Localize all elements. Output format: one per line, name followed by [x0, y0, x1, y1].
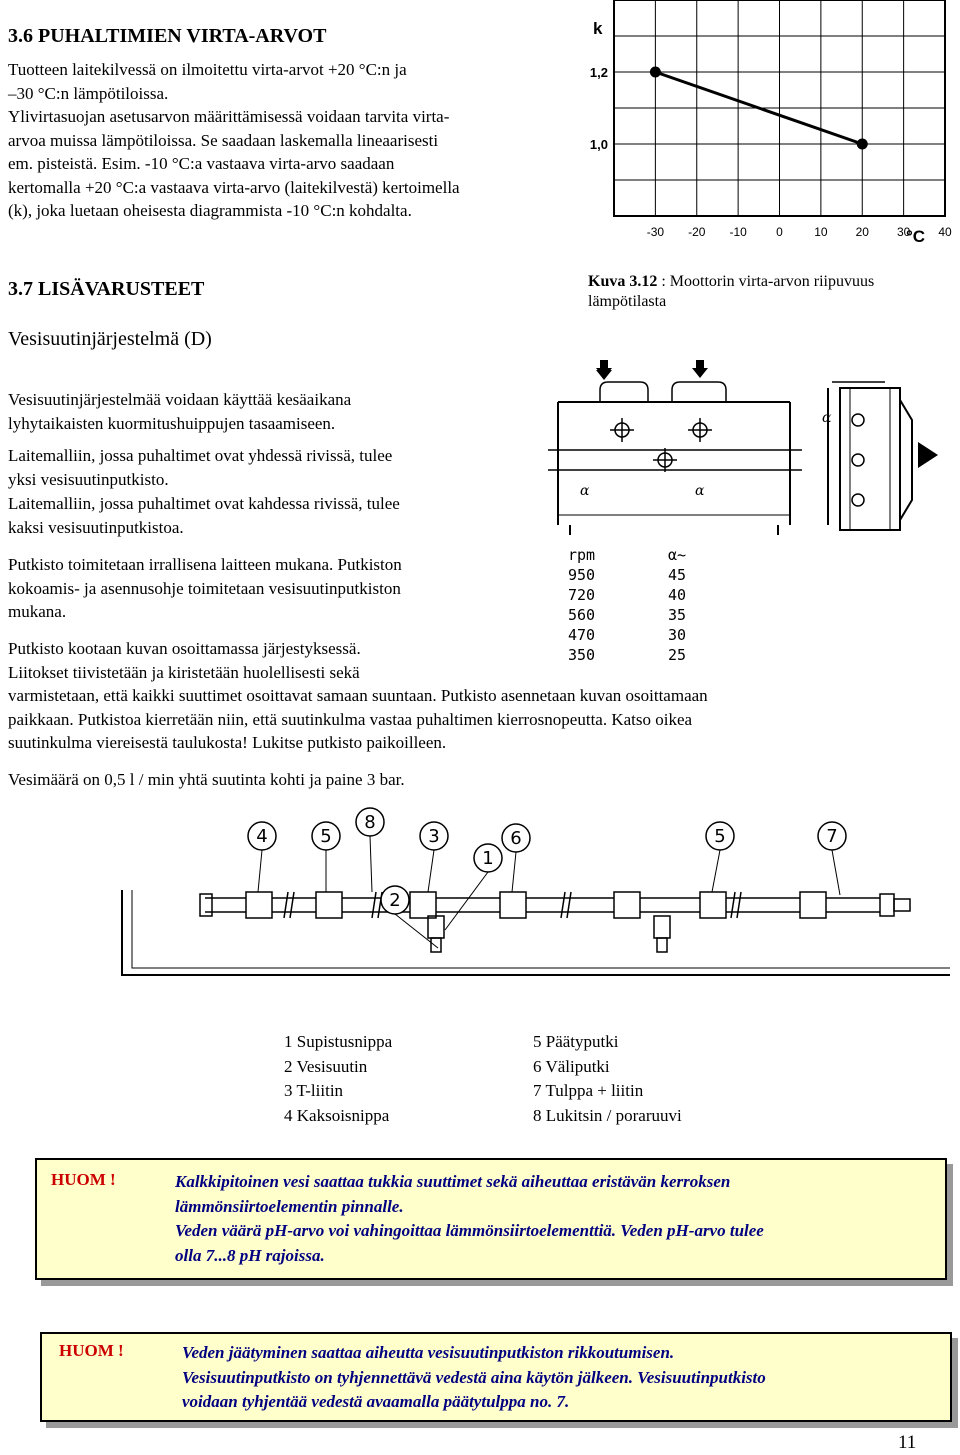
airflow-right-arrow [918, 442, 938, 468]
note-text [175, 1170, 764, 1268]
body-line: kertomalla +20 °C:a vastaava virta-arvo (laitekilvestä) kertoimella [8, 177, 460, 197]
callout-leader [712, 850, 720, 892]
legend-item: 5 Päätyputki [533, 1032, 619, 1051]
paragraph-summer-use [8, 388, 538, 435]
legend-item: 4 Kaksoisnippa [284, 1105, 390, 1125]
legend-item: 2 Vesisuutin [284, 1056, 368, 1076]
table-cell: 950 [568, 566, 596, 584]
page-number: 11 [898, 1432, 917, 1453]
nozzle-symbol [610, 418, 712, 472]
x-tick-label: 10 [814, 225, 828, 239]
table-cell: 35 [668, 606, 687, 624]
parts-legend-right [533, 1030, 682, 1128]
legend-item: 3 T-liitin [284, 1081, 344, 1100]
section-3-7-subtitle: Vesisuutinjärjestelmä (D) [8, 328, 212, 350]
side-view [828, 382, 912, 530]
callout-number: 1 [482, 848, 494, 869]
callout-leader [512, 852, 516, 892]
legend-item: 8 Lukitsin / poraruuvi [533, 1105, 682, 1125]
section-3-6-body [8, 58, 568, 223]
pipe-assembly-diagram [0, 800, 960, 1025]
x-tick-label: 40 [938, 225, 952, 239]
x-tick-label: -10 [729, 225, 747, 239]
callout-number: 7 [826, 826, 838, 847]
front-view [548, 382, 802, 535]
table-cell: 25 [668, 646, 687, 664]
body-line: paikkaan. Putkistoa kierretään niin, että suutinkulma vastaa puhaltimen kierrosnopeutta. Katso oikea [8, 709, 693, 729]
alpha-label: α [580, 483, 590, 499]
x-tick-label: -30 [646, 225, 665, 239]
callout-leader [832, 850, 840, 895]
note-line: Veden väärä pH-arvo voi vahingoittaa lämmönsiirtoelementtiä. Veden pH-arvo tulee [175, 1221, 764, 1240]
body-line: –30 °C:n lämpötiloissa. [8, 83, 169, 103]
table-row [568, 625, 743, 645]
body-line: kokoamis- ja asennusohje toimitetaan vesisuutinputkiston [8, 578, 401, 598]
nozzle [428, 916, 670, 952]
x-tick-label: 0 [776, 225, 783, 239]
body-line: mukana. [8, 602, 67, 621]
x-tick-label: 20 [855, 225, 869, 239]
paragraph-one-row [8, 444, 538, 491]
cooler-unit-diagram [540, 360, 960, 545]
rpm-angle-table [568, 545, 743, 665]
callout-number: 6 [510, 828, 522, 849]
note-label: HUOM ! [59, 1341, 124, 1360]
table-row [568, 645, 743, 665]
section-3-6-title: 3.6 PUHALTIMIEN VIRTA-ARVOT [8, 25, 327, 47]
note-line: voidaan tyhjentää vedestä avaamalla päätytulppa no. 7. [182, 1392, 570, 1411]
table-cell: 45 [668, 566, 687, 584]
callout-number: 3 [428, 826, 440, 847]
paragraph-two-rows [8, 492, 538, 539]
data-point [857, 139, 868, 150]
body-line: suutinkulma viereisestä taulukosta! Lukitse putkisto paikoilleen. [8, 733, 447, 752]
callout-leader [370, 836, 372, 892]
section-3-7-title: 3.7 LISÄVARUSTEET [8, 278, 205, 300]
body-line: varmistetaan, että kaikki suuttimet osoittavat samaan suuntaan. Putkisto asennetaan kuvan osoittamaan [8, 686, 708, 705]
body-line: em. pisteistä. Esim. -10 °C:a vastaava virta-arvo saadaan [8, 154, 395, 173]
figure-caption-line2: lämpötilasta [588, 293, 667, 310]
alpha-label: α [695, 483, 705, 499]
body-line: Putkisto toimitetaan irrallisena laitteen mukana. Putkiston [8, 555, 402, 574]
body-line: yksi vesisuutinputkisto. [8, 469, 169, 489]
body-line: kaksi vesisuutinputkistoa. [8, 517, 184, 537]
callout-leader [395, 914, 438, 948]
note-text [182, 1341, 766, 1415]
table-row [568, 585, 743, 605]
y-tick-label: 1,2 [589, 65, 608, 80]
note-line: lämmönsiirtoelementin pinnalle. [175, 1196, 404, 1216]
callout-number: 4 [256, 826, 268, 847]
chart-y-label: k [593, 19, 603, 38]
note-line: Veden jäätyminen saattaa aiheutta vesisuutinputkiston rikkoutumisen. [182, 1343, 675, 1362]
callout-number: 5 [714, 826, 726, 847]
legend-item: 6 Väliputki [533, 1056, 610, 1076]
callout-number: 8 [364, 812, 376, 833]
table-cell: 470 [568, 626, 596, 644]
body-line: Liitokset tiivistetään ja kiristetään huolellisesti sekä [8, 662, 360, 682]
note-line: Vesisuutinputkisto on tyhjennettävä vedestä aina käytön jälkeen. Vesisuutinputkisto [182, 1367, 766, 1387]
table-header [568, 545, 743, 565]
table-row [568, 605, 743, 625]
y-tick-label: 1,0 [589, 137, 608, 152]
table-cell: 560 [568, 606, 596, 624]
callout-leader [445, 872, 488, 930]
callout-leader [428, 850, 434, 892]
k-temperature-chart [570, 0, 960, 250]
body-line: Vesisuutinjärjestelmää voidaan käyttää kesäaikana [8, 390, 352, 409]
figure-caption-label: Kuva 3.12 [588, 273, 658, 290]
alpha-label: α [822, 410, 832, 426]
body-line: lyhytaikaisten kuormitushuippujen tasaamiseen. [8, 413, 336, 433]
note-label: HUOM ! [51, 1170, 116, 1189]
legend-item: 1 Supistusnippa [284, 1032, 393, 1051]
body-line: Laitemalliin, jossa puhaltimet ovat yhdessä rivissä, tulee [8, 446, 393, 465]
table-header-rpm: rpm [568, 546, 596, 564]
body-line: Tuotteen laitekilvessä on ilmoitettu virta-arvot +20 °C:n ja [8, 60, 407, 79]
body-line: Putkisto kootaan kuvan osoittamassa järjestyksessä. [8, 639, 361, 658]
body-line: Laitemalliin, jossa puhaltimet ovat kahdessa rivissä, tulee [8, 494, 400, 513]
table-cell: 720 [568, 586, 596, 604]
table-cell: 40 [668, 586, 687, 604]
table-cell: 350 [568, 646, 596, 664]
figure-caption-text: : Moottorin virta-arvon riipuvuus [657, 273, 875, 290]
body-line: Ylivirtasuojan asetusarvon määrittämisessä voidaan tarvita virta- [8, 107, 450, 126]
callout-number: 2 [389, 890, 401, 911]
legend-item: 7 Tulppa + liitin [533, 1081, 644, 1100]
callout-leader [258, 850, 262, 892]
callout-number: 5 [320, 826, 332, 847]
paragraph-delivery [8, 553, 538, 624]
warning-note-freezing [40, 1332, 952, 1422]
paragraph-water-amount: Vesimäärä on 0,5 l / min yhtä suutinta kohti ja paine 3 bar. [8, 770, 405, 789]
airflow-up-arrow [596, 360, 612, 378]
warning-note-limestone [35, 1158, 947, 1280]
figure-caption [588, 272, 874, 312]
paragraph-assembly [8, 637, 958, 755]
note-line: olla 7...8 pH rajoissa. [175, 1245, 325, 1265]
parts-legend-left [284, 1030, 392, 1128]
table-row [568, 565, 743, 585]
x-tick-label: -20 [688, 225, 706, 239]
body-line: (k), joka luetaan oheisesta diagrammista -10 °C:n kohdalta. [8, 201, 412, 220]
table-header-angle: α~ [668, 546, 687, 564]
chart-x-label: °C [906, 227, 926, 246]
table-cell: 30 [668, 626, 687, 644]
airflow-up-arrow [692, 360, 708, 378]
body-line: arvoa muissa lämpötiloissa. Se saadaan laskemalla lineaarisesti [8, 130, 439, 150]
note-line: Kalkkipitoinen vesi saattaa tukkia suuttimet sekä aiheuttaa eristävän kerroksen [175, 1172, 731, 1191]
data-point [650, 67, 661, 78]
x-tick-label: 30 [896, 225, 911, 239]
